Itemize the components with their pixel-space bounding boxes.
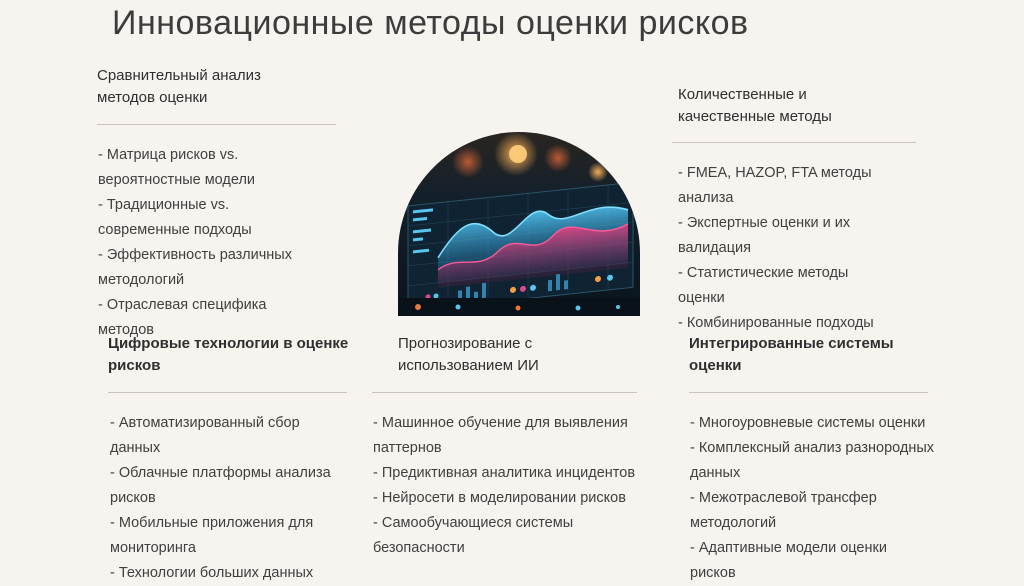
divider [689, 392, 928, 393]
list-item: рисков [110, 490, 156, 506]
list-item: - Отраслевая специфика [98, 297, 267, 313]
list-item: безопасности [373, 540, 465, 556]
list-item: - Эффективность различных [98, 247, 292, 263]
list-item: - Адаптивные модели оценки [690, 540, 887, 556]
divider [672, 142, 916, 143]
section-heading-integrated: Интегрированные системы оценки [689, 335, 894, 374]
list-item: методологий [690, 515, 777, 531]
list-item: методов [98, 322, 155, 338]
list-item: оценки [678, 290, 725, 306]
divider [372, 392, 637, 393]
list-item: современные подходы [98, 222, 252, 238]
list-item: валидация [678, 240, 751, 256]
list-item: - Технологии больших данных [110, 565, 314, 581]
list-item: - Межотраслевой трансфер [690, 490, 877, 506]
section-heading-comparative: Сравнительный анализ методов оценки [97, 67, 261, 106]
list-item: - Матрица рисков vs. [98, 147, 239, 163]
section-heading-digital: Цифровые технологии в оценке рисков [108, 335, 349, 374]
divider [108, 392, 347, 393]
list-item: паттернов [373, 440, 442, 456]
list-item: - Предиктивная аналитика инцидентов [373, 465, 636, 481]
list-comparative [98, 143, 292, 343]
list-item: - Облачные платформы анализа [110, 465, 331, 481]
list-item: вероятностные модели [98, 172, 256, 188]
list-item: - FMEA, HAZOP, FTA методы [678, 165, 872, 181]
list-item: - Комплексный анализ разнородных [690, 440, 935, 456]
hero-dashboard-image [398, 132, 640, 316]
list-integrated [690, 411, 934, 586]
list-item: - Комбинированные подходы [678, 315, 874, 331]
list-item: - Машинное обучение для выявления [373, 415, 628, 431]
list-item: - Традиционные vs. [98, 197, 230, 213]
list-item: анализа [678, 190, 734, 206]
list-item: - Автоматизированный сбор [110, 415, 300, 431]
slide-title: Инновационные методы оценки рисков [112, 4, 749, 42]
divider [97, 124, 336, 125]
section-heading-ai: Прогнозирование с использованием ИИ [398, 335, 539, 374]
list-item: - Мобильные приложения для [110, 515, 314, 531]
list-item: рисков [690, 565, 736, 581]
list-item: - Нейросети в моделировании рисков [373, 490, 626, 506]
list-item: - Статистические методы [678, 265, 849, 281]
list-item: - Самообучающиеся системы [373, 515, 574, 531]
list-item: данных [690, 465, 741, 481]
list-item: мониторинга [110, 540, 196, 556]
list-item: методологий [98, 272, 185, 288]
list-item: - Экспертные оценки и их [678, 215, 851, 231]
list-item: данных [110, 440, 161, 456]
list-ai [373, 411, 635, 561]
section-heading-quant-qual: Количественные и качественные методы [678, 86, 832, 125]
list-quant-qual [678, 161, 874, 336]
list-digital [110, 411, 331, 586]
dashboard-illustration [398, 132, 640, 316]
list-item: - Многоуровневые системы оценки [690, 415, 926, 431]
